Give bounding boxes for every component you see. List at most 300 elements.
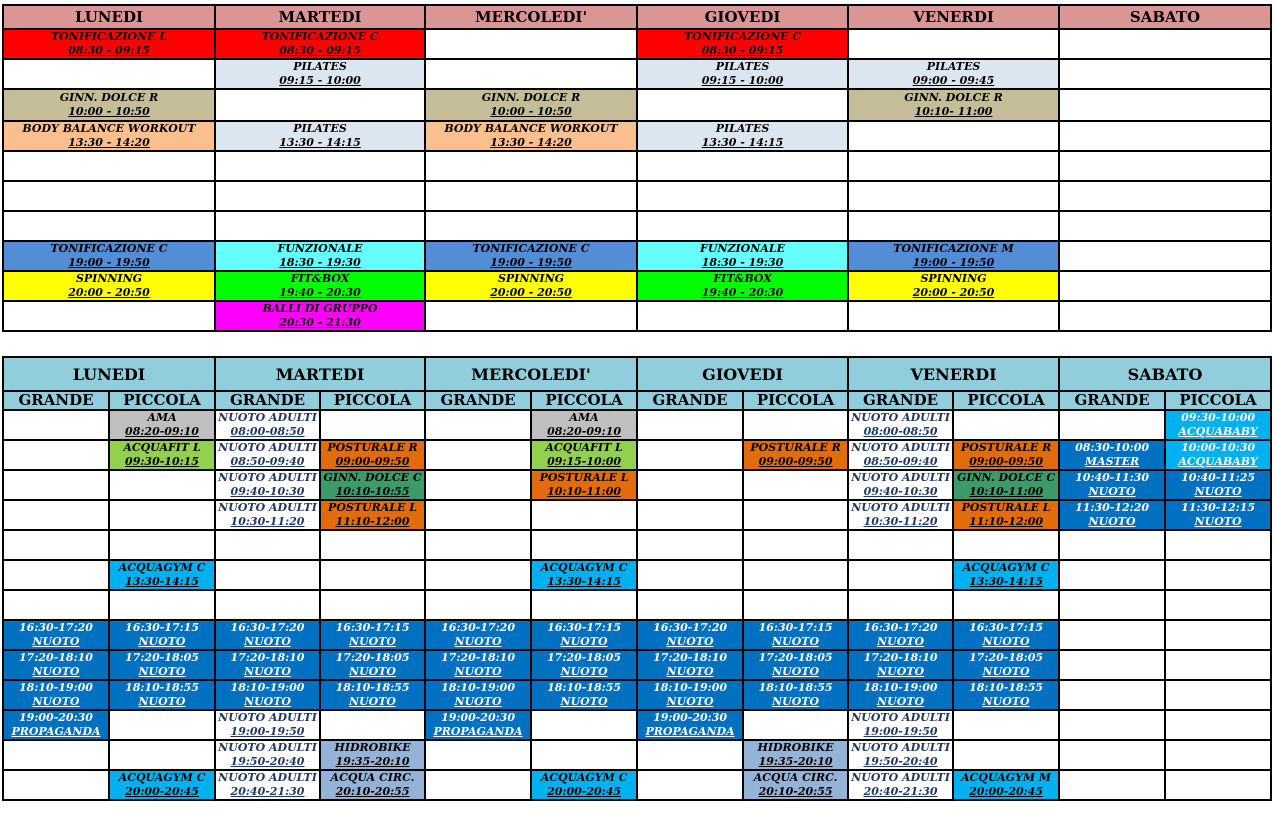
lane-header-piccola: PICCOLA	[743, 391, 848, 410]
class-slot	[320, 740, 425, 770]
class-time: 08:30 - 09:15	[68, 44, 150, 57]
class-name: 18:10-19:00	[441, 681, 515, 694]
class-name: 09:30-10:00	[1181, 411, 1255, 424]
pool-schedule-row	[3, 620, 1271, 650]
class-time: 10:30-11:20	[230, 515, 305, 528]
class-name: 18:10-18:55	[758, 681, 833, 694]
class-slot	[531, 440, 637, 470]
class-time: 10:10-11:00	[969, 485, 1043, 498]
empty-slot	[743, 470, 848, 500]
empty-slot	[425, 560, 531, 590]
class-time: MASTER	[1084, 455, 1140, 468]
pool-day-header-lunedi: LUNEDI	[3, 357, 215, 391]
class-slot	[637, 620, 743, 650]
class-slot	[848, 500, 953, 530]
gym-schedule-body	[3, 5, 1271, 331]
class-name: NUOTO ADULTI	[851, 501, 950, 514]
class-name: GINN. DOLCE R	[59, 91, 159, 104]
class-slot	[3, 680, 109, 710]
class-time: NUOTO	[32, 695, 80, 708]
empty-slot	[1059, 59, 1271, 89]
empty-slot	[425, 59, 637, 89]
class-name: 16:30-17:20	[653, 621, 727, 634]
class-name: 19:00-20:30	[441, 711, 515, 724]
class-name: NUOTO ADULTI	[218, 471, 317, 484]
lane-header-grande: GRANDE	[848, 391, 953, 410]
empty-slot	[637, 500, 743, 530]
class-name: 18:10-19:00	[653, 681, 727, 694]
empty-slot	[215, 590, 320, 620]
class-slot	[953, 440, 1059, 470]
class-slot	[848, 440, 953, 470]
class-name: 16:30-17:15	[335, 621, 410, 634]
class-time: 10:30-11:20	[863, 515, 938, 528]
empty-slot	[1059, 271, 1271, 301]
empty-slot	[3, 590, 109, 620]
class-time: 19:00 - 19:50	[490, 256, 572, 269]
empty-slot	[953, 740, 1059, 770]
empty-slot	[848, 301, 1059, 331]
class-time: 08:20-09:10	[547, 425, 621, 438]
class-time: 20:00 - 20:50	[68, 286, 150, 299]
pool-schedule-row	[3, 440, 1271, 470]
class-name: FUNZIONALE	[277, 242, 363, 255]
class-time: 19:00-19:50	[863, 725, 938, 738]
class-name: 19:00-20:30	[653, 711, 727, 724]
class-time: 10:00 - 10:50	[490, 105, 572, 118]
class-time: 13:30-14:15	[547, 575, 621, 588]
class-name: PILATES	[293, 60, 347, 73]
class-name: NUOTO ADULTI	[851, 471, 950, 484]
class-time: NUOTO	[560, 635, 608, 648]
gym-day-header-row	[3, 5, 1271, 29]
class-time: 09:00-09:50	[758, 455, 833, 468]
class-name: TONIFICAZIONE C	[261, 30, 379, 43]
empty-slot	[425, 530, 531, 560]
empty-slot	[1059, 590, 1165, 620]
pool-schedule-table	[2, 356, 1272, 801]
class-slot	[848, 650, 953, 680]
class-slot	[848, 620, 953, 650]
class-name: 16:30-17:15	[125, 621, 199, 634]
empty-slot	[109, 710, 215, 740]
class-time: NUOTO	[32, 665, 80, 678]
empty-slot	[320, 410, 425, 440]
empty-slot	[109, 500, 215, 530]
class-name: AMA	[147, 411, 177, 424]
gym-schedule-row	[3, 89, 1271, 121]
class-slot	[848, 710, 953, 740]
class-slot	[320, 500, 425, 530]
class-time: NUOTO	[772, 635, 820, 648]
class-name: ACQUAGYM C	[962, 561, 1050, 574]
empty-slot	[109, 740, 215, 770]
class-time: 13:30 - 14:20	[490, 136, 572, 149]
class-name: 17:20-18:05	[335, 651, 410, 664]
empty-slot	[425, 440, 531, 470]
class-name: 17:20-18:10	[441, 651, 515, 664]
empty-slot	[848, 121, 1059, 151]
class-name: 18:10-18:55	[969, 681, 1043, 694]
empty-slot	[1059, 620, 1165, 650]
class-slot	[531, 470, 637, 500]
empty-slot	[743, 530, 848, 560]
empty-slot	[637, 301, 848, 331]
class-name: 10:00-10:30	[1181, 441, 1255, 454]
empty-slot	[953, 410, 1059, 440]
class-name: PILATES	[926, 60, 981, 73]
class-name: 16:30-17:20	[19, 621, 93, 634]
class-slot	[109, 440, 215, 470]
class-name: 11:30-12:15	[1181, 501, 1255, 514]
class-name: 18:10-19:00	[863, 681, 938, 694]
empty-slot	[1059, 770, 1165, 800]
class-time: 10:10- 11:00	[914, 105, 993, 118]
empty-slot	[1059, 121, 1271, 151]
empty-slot	[425, 301, 637, 331]
class-name: TONIFICAZIONE M	[893, 242, 1014, 255]
class-time: NUOTO	[982, 635, 1030, 648]
class-name: POSTURALE R	[750, 441, 841, 454]
empty-slot	[3, 211, 215, 241]
pool-day-header-sabato: SABATO	[1059, 357, 1271, 391]
empty-slot	[215, 530, 320, 560]
empty-slot	[1059, 740, 1165, 770]
class-name: 10:40-11:25	[1181, 471, 1255, 484]
lane-header-grande: GRANDE	[1059, 391, 1165, 410]
empty-slot	[1059, 680, 1165, 710]
class-time: 09:15-10:00	[547, 455, 621, 468]
pool-schedule-row	[3, 710, 1271, 740]
class-name: 17:20-18:05	[758, 651, 833, 664]
class-slot	[531, 410, 637, 440]
empty-slot	[3, 560, 109, 590]
day-header-sabato: SABATO	[1059, 5, 1271, 29]
class-time: 10:10-10:55	[335, 485, 410, 498]
class-slot	[320, 650, 425, 680]
empty-slot	[1059, 241, 1271, 271]
empty-slot	[1059, 560, 1165, 590]
class-time: 08:00-08:50	[230, 425, 305, 438]
empty-slot	[215, 211, 425, 241]
class-name: 17:20-18:10	[653, 651, 727, 664]
class-name: PILATES	[715, 60, 770, 73]
class-name: GINN. DOLCE R	[481, 91, 581, 104]
class-time: NUOTO	[982, 695, 1030, 708]
class-name: 17:20-18:05	[547, 651, 621, 664]
class-name: 17:20-18:10	[230, 651, 305, 664]
class-slot	[637, 650, 743, 680]
class-slot	[743, 680, 848, 710]
class-slot	[109, 650, 215, 680]
empty-slot	[743, 560, 848, 590]
class-slot	[425, 89, 637, 121]
empty-slot	[3, 770, 109, 800]
class-time: NUOTO	[138, 635, 186, 648]
class-name: NUOTO ADULTI	[218, 741, 317, 754]
class-slot	[848, 59, 1059, 89]
class-time: NUOTO	[772, 665, 820, 678]
class-slot	[215, 29, 425, 59]
class-name: 18:10-18:55	[335, 681, 410, 694]
class-slot	[215, 301, 425, 331]
gym-schedule-row	[3, 121, 1271, 151]
class-name: GINN. DOLCE C	[956, 471, 1056, 484]
pool-schedule-row	[3, 470, 1271, 500]
class-slot	[848, 410, 953, 440]
class-time: 09:15 - 10:00	[279, 74, 361, 87]
empty-slot	[320, 590, 425, 620]
class-time: 08:50-09:40	[230, 455, 305, 468]
class-slot	[1059, 470, 1165, 500]
class-time: NUOTO	[454, 665, 502, 678]
empty-slot	[3, 181, 215, 211]
class-slot	[953, 500, 1059, 530]
class-time: 20:10-20:55	[335, 785, 410, 798]
class-time: 08:20-09:10	[125, 425, 199, 438]
day-header-lunedi: LUNEDI	[3, 5, 215, 29]
class-time: 09:40-10:30	[230, 485, 305, 498]
class-slot	[320, 620, 425, 650]
class-name: 18:10-19:00	[19, 681, 93, 694]
class-slot	[1165, 470, 1271, 500]
class-slot	[215, 680, 320, 710]
class-name: BODY BALANCE WORKOUT	[22, 122, 196, 135]
gym-schedule-row	[3, 181, 1271, 211]
empty-slot	[425, 181, 637, 211]
empty-slot	[531, 590, 637, 620]
class-time: 08:30 - 09:15	[701, 44, 784, 57]
class-slot	[848, 241, 1059, 271]
empty-slot	[637, 89, 848, 121]
class-slot	[848, 470, 953, 500]
class-slot	[425, 650, 531, 680]
class-time: 20:30 - 21:30	[279, 316, 361, 329]
class-time: NUOTO	[244, 695, 292, 708]
class-time: 11:10-12:00	[969, 515, 1043, 528]
class-time: 20:00 - 20:50	[912, 286, 995, 299]
empty-slot	[215, 560, 320, 590]
class-time: 19:40 - 20:30	[701, 286, 784, 299]
empty-slot	[848, 29, 1059, 59]
class-time: 19:50-20:40	[863, 755, 938, 768]
empty-slot	[425, 470, 531, 500]
class-name: 17:20-18:05	[125, 651, 199, 664]
class-time: NUOTO	[1088, 515, 1136, 528]
class-time: ACQUABABY	[1178, 455, 1258, 468]
class-name: TONIFICAZIONE C	[472, 242, 590, 255]
class-time: NUOTO	[349, 665, 397, 678]
class-name: ACQUAFIT L	[545, 441, 623, 454]
class-time: 19:00 - 19:50	[68, 256, 150, 269]
empty-slot	[1059, 650, 1165, 680]
class-name: 17:20-18:10	[863, 651, 938, 664]
class-name: POSTURALE L	[328, 501, 417, 514]
empty-slot	[109, 470, 215, 500]
class-name: 16:30-17:20	[230, 621, 305, 634]
class-time: 09:40-10:30	[863, 485, 938, 498]
empty-slot	[1059, 410, 1165, 440]
empty-slot	[637, 181, 848, 211]
lane-header-grande: GRANDE	[215, 391, 320, 410]
class-time: 19:00 - 19:50	[912, 256, 995, 269]
class-name: FUNZIONALE	[700, 242, 785, 255]
class-slot	[848, 680, 953, 710]
class-name: GINN. DOLCE C	[323, 471, 422, 484]
class-name: NUOTO ADULTI	[851, 411, 950, 424]
class-slot	[3, 620, 109, 650]
empty-slot	[3, 301, 215, 331]
class-name: FIT&BOX	[713, 272, 772, 285]
class-name: 17:20-18:10	[19, 651, 93, 664]
class-slot	[743, 440, 848, 470]
class-name: SPINNING	[75, 272, 143, 285]
class-slot	[215, 121, 425, 151]
class-time: 19:35-20:10	[335, 755, 410, 768]
class-name: 18:10-19:00	[230, 681, 305, 694]
empty-slot	[1059, 151, 1271, 181]
empty-slot	[215, 89, 425, 121]
empty-slot	[1165, 680, 1271, 710]
empty-slot	[848, 590, 953, 620]
class-slot	[109, 410, 215, 440]
empty-slot	[215, 181, 425, 211]
class-name: 16:30-17:20	[863, 621, 938, 634]
class-time: NUOTO	[877, 695, 925, 708]
class-name: PILATES	[715, 122, 770, 135]
class-time: 20:10-20:55	[758, 785, 833, 798]
class-name: BALLI DI GRUPPO	[262, 302, 378, 315]
empty-slot	[3, 500, 109, 530]
class-slot	[743, 740, 848, 770]
empty-slot	[1059, 301, 1271, 331]
empty-slot	[848, 560, 953, 590]
pool-schedule-row	[3, 500, 1271, 530]
class-slot	[953, 620, 1059, 650]
class-time: 10:00 - 10:50	[68, 105, 150, 118]
gym-schedule-row	[3, 211, 1271, 241]
empty-slot	[425, 500, 531, 530]
empty-slot	[425, 211, 637, 241]
class-slot	[425, 241, 637, 271]
empty-slot	[215, 151, 425, 181]
class-time: NUOTO	[454, 695, 502, 708]
class-slot	[637, 680, 743, 710]
class-slot	[215, 710, 320, 740]
class-slot	[215, 500, 320, 530]
class-time: NUOTO	[1088, 485, 1136, 498]
class-name: 18:10-18:55	[125, 681, 199, 694]
empty-slot	[3, 151, 215, 181]
class-name: ACQUAFIT L	[123, 441, 201, 454]
class-time: 20:00-20:45	[969, 785, 1043, 798]
class-time: PROPAGANDA	[11, 725, 101, 738]
class-slot	[3, 241, 215, 271]
class-slot	[1059, 500, 1165, 530]
empty-slot	[1165, 710, 1271, 740]
class-time: 10:10-11:00	[547, 485, 621, 498]
class-slot	[215, 271, 425, 301]
class-slot	[953, 770, 1059, 800]
class-slot	[3, 650, 109, 680]
class-slot	[637, 271, 848, 301]
empty-slot	[425, 29, 637, 59]
class-name: 16:30-17:15	[547, 621, 621, 634]
empty-slot	[953, 710, 1059, 740]
class-time: NUOTO	[982, 665, 1030, 678]
class-slot	[848, 89, 1059, 121]
pool-day-header-martedi: MARTEDI	[215, 357, 425, 391]
class-name: POSTURALE R	[327, 441, 418, 454]
class-time: NUOTO	[772, 695, 820, 708]
gym-schedule-row	[3, 301, 1271, 331]
empty-slot	[320, 530, 425, 560]
empty-slot	[637, 560, 743, 590]
class-slot	[215, 470, 320, 500]
class-slot	[320, 470, 425, 500]
class-time: PROPAGANDA	[645, 725, 735, 738]
empty-slot	[1165, 650, 1271, 680]
class-slot	[637, 710, 743, 740]
empty-slot	[1059, 710, 1165, 740]
class-name: NUOTO ADULTI	[851, 771, 950, 784]
empty-slot	[848, 151, 1059, 181]
empty-slot	[1059, 530, 1165, 560]
class-slot	[320, 440, 425, 470]
class-name: AMA	[569, 411, 599, 424]
class-slot	[953, 680, 1059, 710]
class-slot	[743, 620, 848, 650]
class-time: 13:30 - 14:20	[68, 136, 150, 149]
class-time: NUOTO	[877, 635, 925, 648]
empty-slot	[531, 710, 637, 740]
class-slot	[953, 560, 1059, 590]
class-slot	[215, 59, 425, 89]
class-time: 18:30 - 19:30	[279, 256, 361, 269]
class-time: NUOTO	[349, 695, 397, 708]
day-header-martedi: MARTEDI	[215, 5, 425, 29]
class-name: HIDROBIKE	[757, 741, 834, 754]
empty-slot	[637, 440, 743, 470]
class-name: POSTURALE L	[539, 471, 629, 484]
empty-slot	[3, 530, 109, 560]
class-time: 09:15 - 10:00	[701, 74, 784, 87]
empty-slot	[637, 740, 743, 770]
empty-slot	[743, 500, 848, 530]
pool-schedule-row	[3, 680, 1271, 710]
class-time: 08:00-08:50	[863, 425, 938, 438]
day-header-venerdi: VENERDI	[848, 5, 1059, 29]
class-time: 08:50-09:40	[863, 455, 938, 468]
empty-slot	[1059, 181, 1271, 211]
class-time: NUOTO	[1194, 485, 1242, 498]
class-time: NUOTO	[666, 635, 714, 648]
class-time: 18:30 - 19:30	[701, 256, 784, 269]
empty-slot	[3, 410, 109, 440]
class-slot	[109, 770, 215, 800]
class-slot	[215, 410, 320, 440]
pool-schedule-row	[3, 590, 1271, 620]
empty-slot	[743, 410, 848, 440]
gym-schedule-row	[3, 241, 1271, 271]
class-time: 13:30 - 14:15	[701, 136, 784, 149]
empty-slot	[637, 410, 743, 440]
gym-schedule-row	[3, 59, 1271, 89]
day-header-giovedi: GIOVEDI	[637, 5, 848, 29]
class-time: NUOTO	[560, 695, 608, 708]
pool-day-header-venerdi: VENERDI	[848, 357, 1059, 391]
empty-slot	[1165, 590, 1271, 620]
